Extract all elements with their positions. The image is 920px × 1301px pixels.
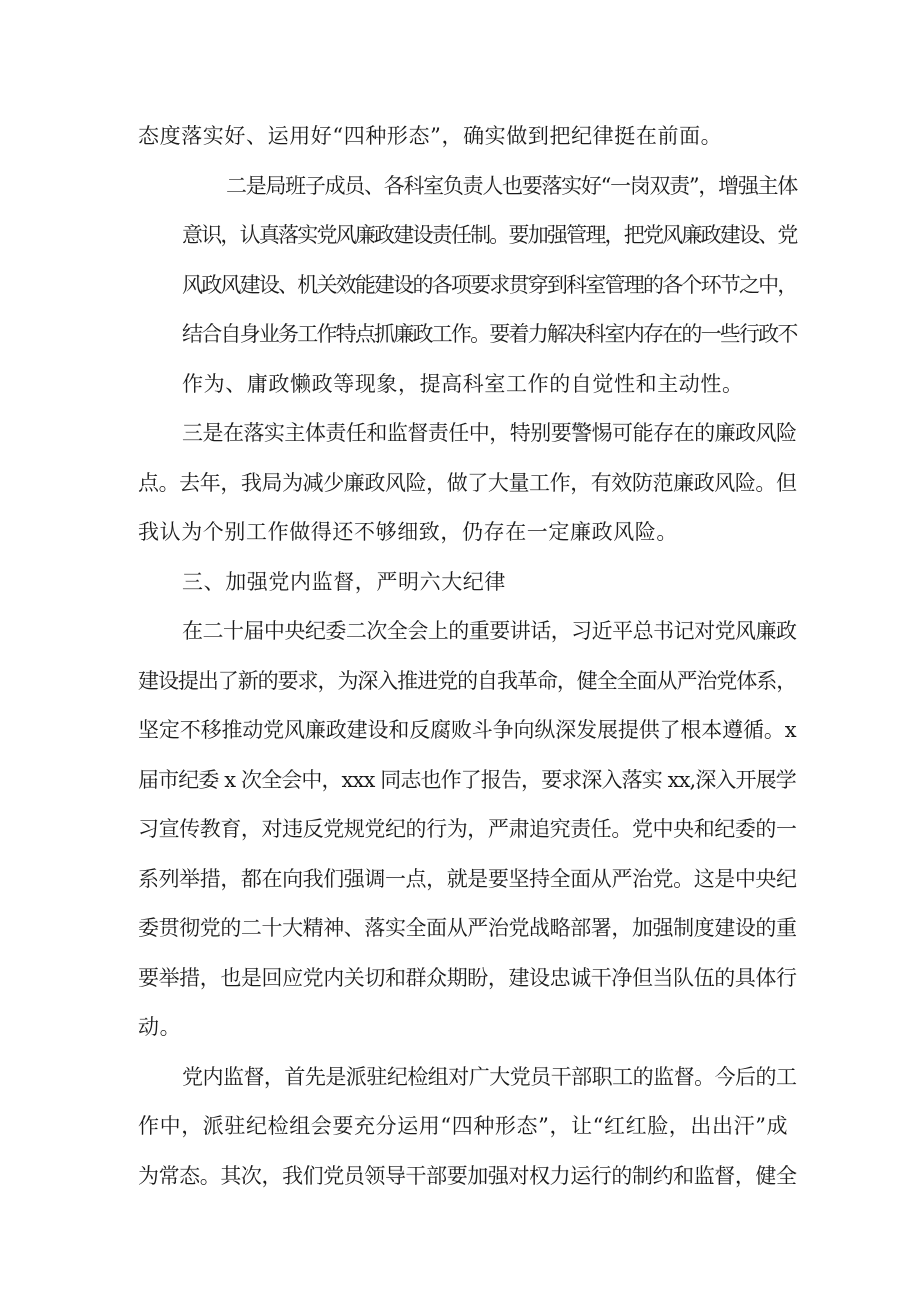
text-line: 系列举措，都在向我们强调一点，就是要坚持全面从严治党。这是中央纪 xyxy=(138,866,797,891)
document-body xyxy=(138,112,798,1201)
paragraph xyxy=(138,607,798,1053)
text-line: 要举措，也是回应党内关切和群众期盼，建设忠诚干净但当队伍的具体行 xyxy=(138,965,797,990)
text-line: 为常态。其次，我们党员领导干部要加强对权力运行的制约和监督，健全 xyxy=(138,1163,797,1188)
text-line: 坚定不移推动党风廉政建设和反腐败斗争向纵深发展提供了根本遵循。x xyxy=(138,718,797,742)
text-line: 我认为个别工作做得还不够细致，仍存在一定廉政风险。 xyxy=(138,520,678,544)
text-line: 态度落实好、运用好“四种形态”，确实做到把纪律挺在前面。 xyxy=(138,124,723,148)
text-line: 作中，派驻纪检组会要充分运用“四种形态”，让“红红脸，出出汗”成 xyxy=(138,1114,789,1138)
paragraph xyxy=(138,1053,798,1202)
text-line: 结合自身业务工作特点抓廉政工作。要着力解决科室内存在的一些行政不 xyxy=(182,322,797,346)
text-line: 委贯彻党的二十大精神、落实全面从严治党战略部署，加强制度建设的重 xyxy=(138,916,797,940)
text-line: 点。去年，我局为减少廉政风险，做了大量工作，有效防范廉政风险。但 xyxy=(138,470,797,495)
text-line: 建设提出了新的要求，为深入推进党的自我革命，健全全面从严治党体系， xyxy=(138,668,797,693)
text-line: 三是在落实主体责任和监督责任中，特别要警惕可能存在的廉政风险 xyxy=(182,421,797,445)
text-line: 风政风建设、机关效能建设的各项要求贯穿到科室管理的各个环节之中， xyxy=(182,272,797,297)
text-line: 届市纪委 x 次全会中，xxx 同志也作了报告，要求深入落实 xx,深入开展学 xyxy=(138,767,796,792)
paragraph xyxy=(138,409,798,558)
section-heading-text: 三、加强党内监督，严明六大纪律 xyxy=(182,569,506,594)
text-line: 习宣传教育，对违反党规党纪的行为，严肃追究责任。党中央和纪委的一 xyxy=(138,817,797,841)
section-heading xyxy=(138,558,798,608)
paragraph xyxy=(138,112,798,162)
paragraph xyxy=(138,162,798,410)
text-line: 作为、庸政懒政等现象，提高科室工作的自觉性和主动性。 xyxy=(182,371,744,396)
text-line: 二是局班子成员、各科室负责人也要落实好“一岗双责”，增强主体 xyxy=(226,173,797,198)
text-line: 在二十届中央纪委二次全会上的重要讲话，习近平总书记对党风廉政 xyxy=(182,619,797,643)
text-line: 意识，认真落实党风廉政建设责任制。要加强管理，把党风廉政建设、党 xyxy=(182,223,797,247)
text-line: 党内监督，首先是派驻纪检组对广大党员干部职工的监督。今后的工 xyxy=(182,1064,797,1089)
text-line: 动。 xyxy=(138,1015,182,1039)
